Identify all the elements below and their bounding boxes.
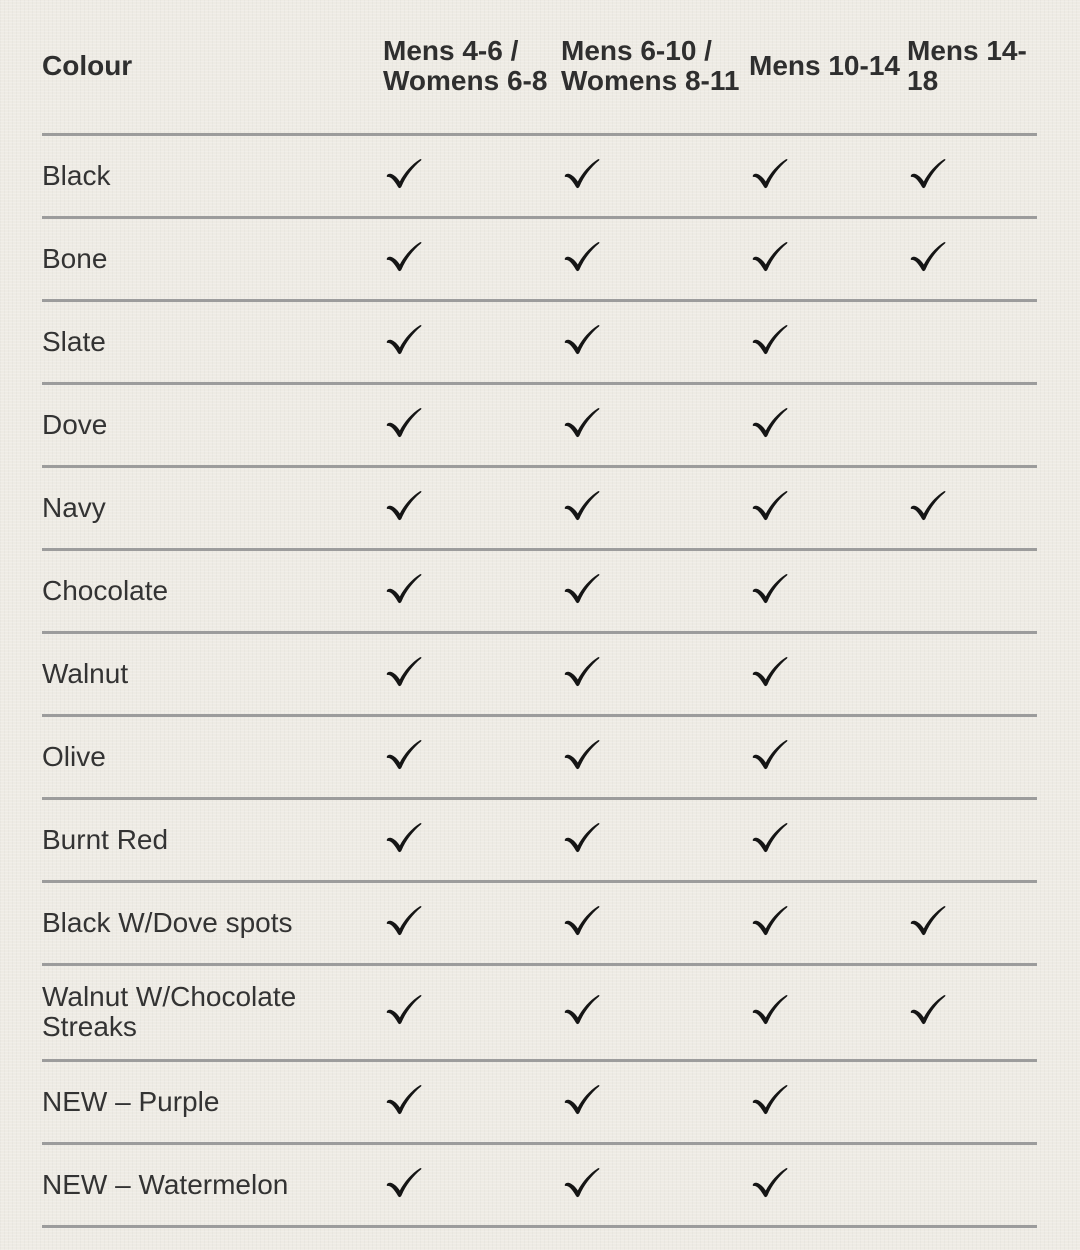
availability-cell [904, 134, 1037, 217]
table-row [42, 715, 1037, 798]
check-mark-icon [750, 656, 790, 692]
header-size-1: Mens 4-6 / Womens 6-8 [380, 0, 558, 134]
availability-cell [746, 383, 904, 466]
availability-cell [746, 1060, 904, 1143]
colour-name: NEW – Watermelon [42, 1143, 380, 1226]
check-mark-icon [384, 1167, 424, 1203]
availability-cell [746, 632, 904, 715]
availability-cell [558, 798, 746, 881]
availability-cell [746, 549, 904, 632]
check-mark-icon [384, 994, 424, 1030]
colour-name: Bone [42, 217, 380, 300]
availability-cell [380, 632, 558, 715]
table-row [42, 632, 1037, 715]
availability-cell [904, 300, 1037, 383]
check-mark-icon [384, 656, 424, 692]
check-mark-icon [562, 994, 602, 1030]
availability-cell [746, 217, 904, 300]
colour-name: Black W/Dove spots [42, 881, 380, 964]
check-mark-icon [750, 994, 790, 1030]
table-header [42, 0, 1037, 134]
check-mark-icon [750, 573, 790, 609]
table-row [42, 881, 1037, 964]
availability-cell [380, 715, 558, 798]
availability-cell [746, 1143, 904, 1226]
availability-cell [380, 1143, 558, 1226]
table-row [42, 134, 1037, 217]
table-row [42, 383, 1037, 466]
check-mark-icon [908, 490, 948, 526]
table-row [42, 798, 1037, 881]
check-mark-icon [384, 158, 424, 194]
header-row [42, 0, 1037, 134]
table-row [42, 1060, 1037, 1143]
check-mark-icon [384, 905, 424, 941]
table-row [42, 964, 1037, 1060]
check-mark-icon [908, 905, 948, 941]
table-row [42, 1143, 1037, 1226]
table-row [42, 217, 1037, 300]
availability-cell [746, 466, 904, 549]
availability-cell [904, 881, 1037, 964]
colour-name: Walnut [42, 632, 380, 715]
availability-cell [558, 964, 746, 1060]
check-mark-icon [562, 324, 602, 360]
colour-name: Black [42, 134, 380, 217]
table-body [42, 134, 1037, 1226]
colour-name: Slate [42, 300, 380, 383]
check-mark-icon [750, 905, 790, 941]
check-mark-icon [750, 158, 790, 194]
availability-cell [746, 881, 904, 964]
check-mark-icon [384, 822, 424, 858]
availability-cell [380, 549, 558, 632]
size-colour-table-container [42, 0, 1037, 1228]
availability-cell [904, 1143, 1037, 1226]
check-mark-icon [562, 739, 602, 775]
check-mark-icon [562, 490, 602, 526]
size-colour-table [42, 0, 1037, 1228]
check-mark-icon [908, 241, 948, 277]
check-mark-icon [750, 739, 790, 775]
check-mark-icon [384, 1084, 424, 1120]
availability-cell [746, 964, 904, 1060]
table-row [42, 549, 1037, 632]
availability-cell [558, 134, 746, 217]
availability-cell [380, 1060, 558, 1143]
colour-name: NEW – Purple [42, 1060, 380, 1143]
check-mark-icon [384, 324, 424, 360]
availability-cell [746, 300, 904, 383]
table-row [42, 300, 1037, 383]
header-size-4: Mens 14-18 [904, 0, 1037, 134]
availability-cell [558, 715, 746, 798]
availability-cell [746, 798, 904, 881]
availability-cell [904, 466, 1037, 549]
availability-cell [380, 964, 558, 1060]
availability-cell [558, 549, 746, 632]
check-mark-icon [562, 656, 602, 692]
availability-cell [746, 715, 904, 798]
availability-cell [904, 1060, 1037, 1143]
availability-cell [558, 1143, 746, 1226]
availability-cell [380, 466, 558, 549]
check-mark-icon [750, 1167, 790, 1203]
availability-cell [380, 798, 558, 881]
check-mark-icon [562, 1084, 602, 1120]
colour-name: Navy [42, 466, 380, 549]
availability-cell [380, 383, 558, 466]
availability-cell [746, 134, 904, 217]
check-mark-icon [562, 241, 602, 277]
availability-cell [558, 383, 746, 466]
availability-cell [380, 217, 558, 300]
check-mark-icon [562, 573, 602, 609]
check-mark-icon [562, 905, 602, 941]
availability-cell [904, 549, 1037, 632]
table-row [42, 466, 1037, 549]
check-mark-icon [908, 158, 948, 194]
availability-cell [558, 1060, 746, 1143]
check-mark-icon [384, 241, 424, 277]
check-mark-icon [384, 407, 424, 443]
check-mark-icon [562, 1167, 602, 1203]
availability-cell [904, 715, 1037, 798]
availability-cell [380, 881, 558, 964]
colour-name: Chocolate [42, 549, 380, 632]
availability-cell [558, 466, 746, 549]
header-size-3: Mens 10-14 [746, 0, 904, 134]
availability-cell [380, 300, 558, 383]
availability-cell [904, 798, 1037, 881]
availability-cell [904, 383, 1037, 466]
colour-name: Burnt Red [42, 798, 380, 881]
check-mark-icon [384, 490, 424, 526]
header-size-2: Mens 6-10 / Womens 8-11 [558, 0, 746, 134]
availability-cell [904, 964, 1037, 1060]
check-mark-icon [750, 407, 790, 443]
header-colour: Colour [42, 0, 380, 134]
availability-cell [558, 632, 746, 715]
colour-name: Walnut W/Chocolate Streaks [42, 964, 380, 1060]
availability-cell [904, 632, 1037, 715]
availability-cell [380, 134, 558, 217]
check-mark-icon [750, 490, 790, 526]
colour-name: Dove [42, 383, 380, 466]
availability-cell [904, 217, 1037, 300]
check-mark-icon [750, 1084, 790, 1120]
availability-cell [558, 300, 746, 383]
check-mark-icon [562, 158, 602, 194]
check-mark-icon [750, 822, 790, 858]
check-mark-icon [384, 573, 424, 609]
check-mark-icon [384, 739, 424, 775]
check-mark-icon [750, 241, 790, 277]
availability-cell [558, 217, 746, 300]
colour-name: Olive [42, 715, 380, 798]
check-mark-icon [562, 822, 602, 858]
check-mark-icon [562, 407, 602, 443]
check-mark-icon [750, 324, 790, 360]
availability-cell [558, 881, 746, 964]
check-mark-icon [908, 994, 948, 1030]
